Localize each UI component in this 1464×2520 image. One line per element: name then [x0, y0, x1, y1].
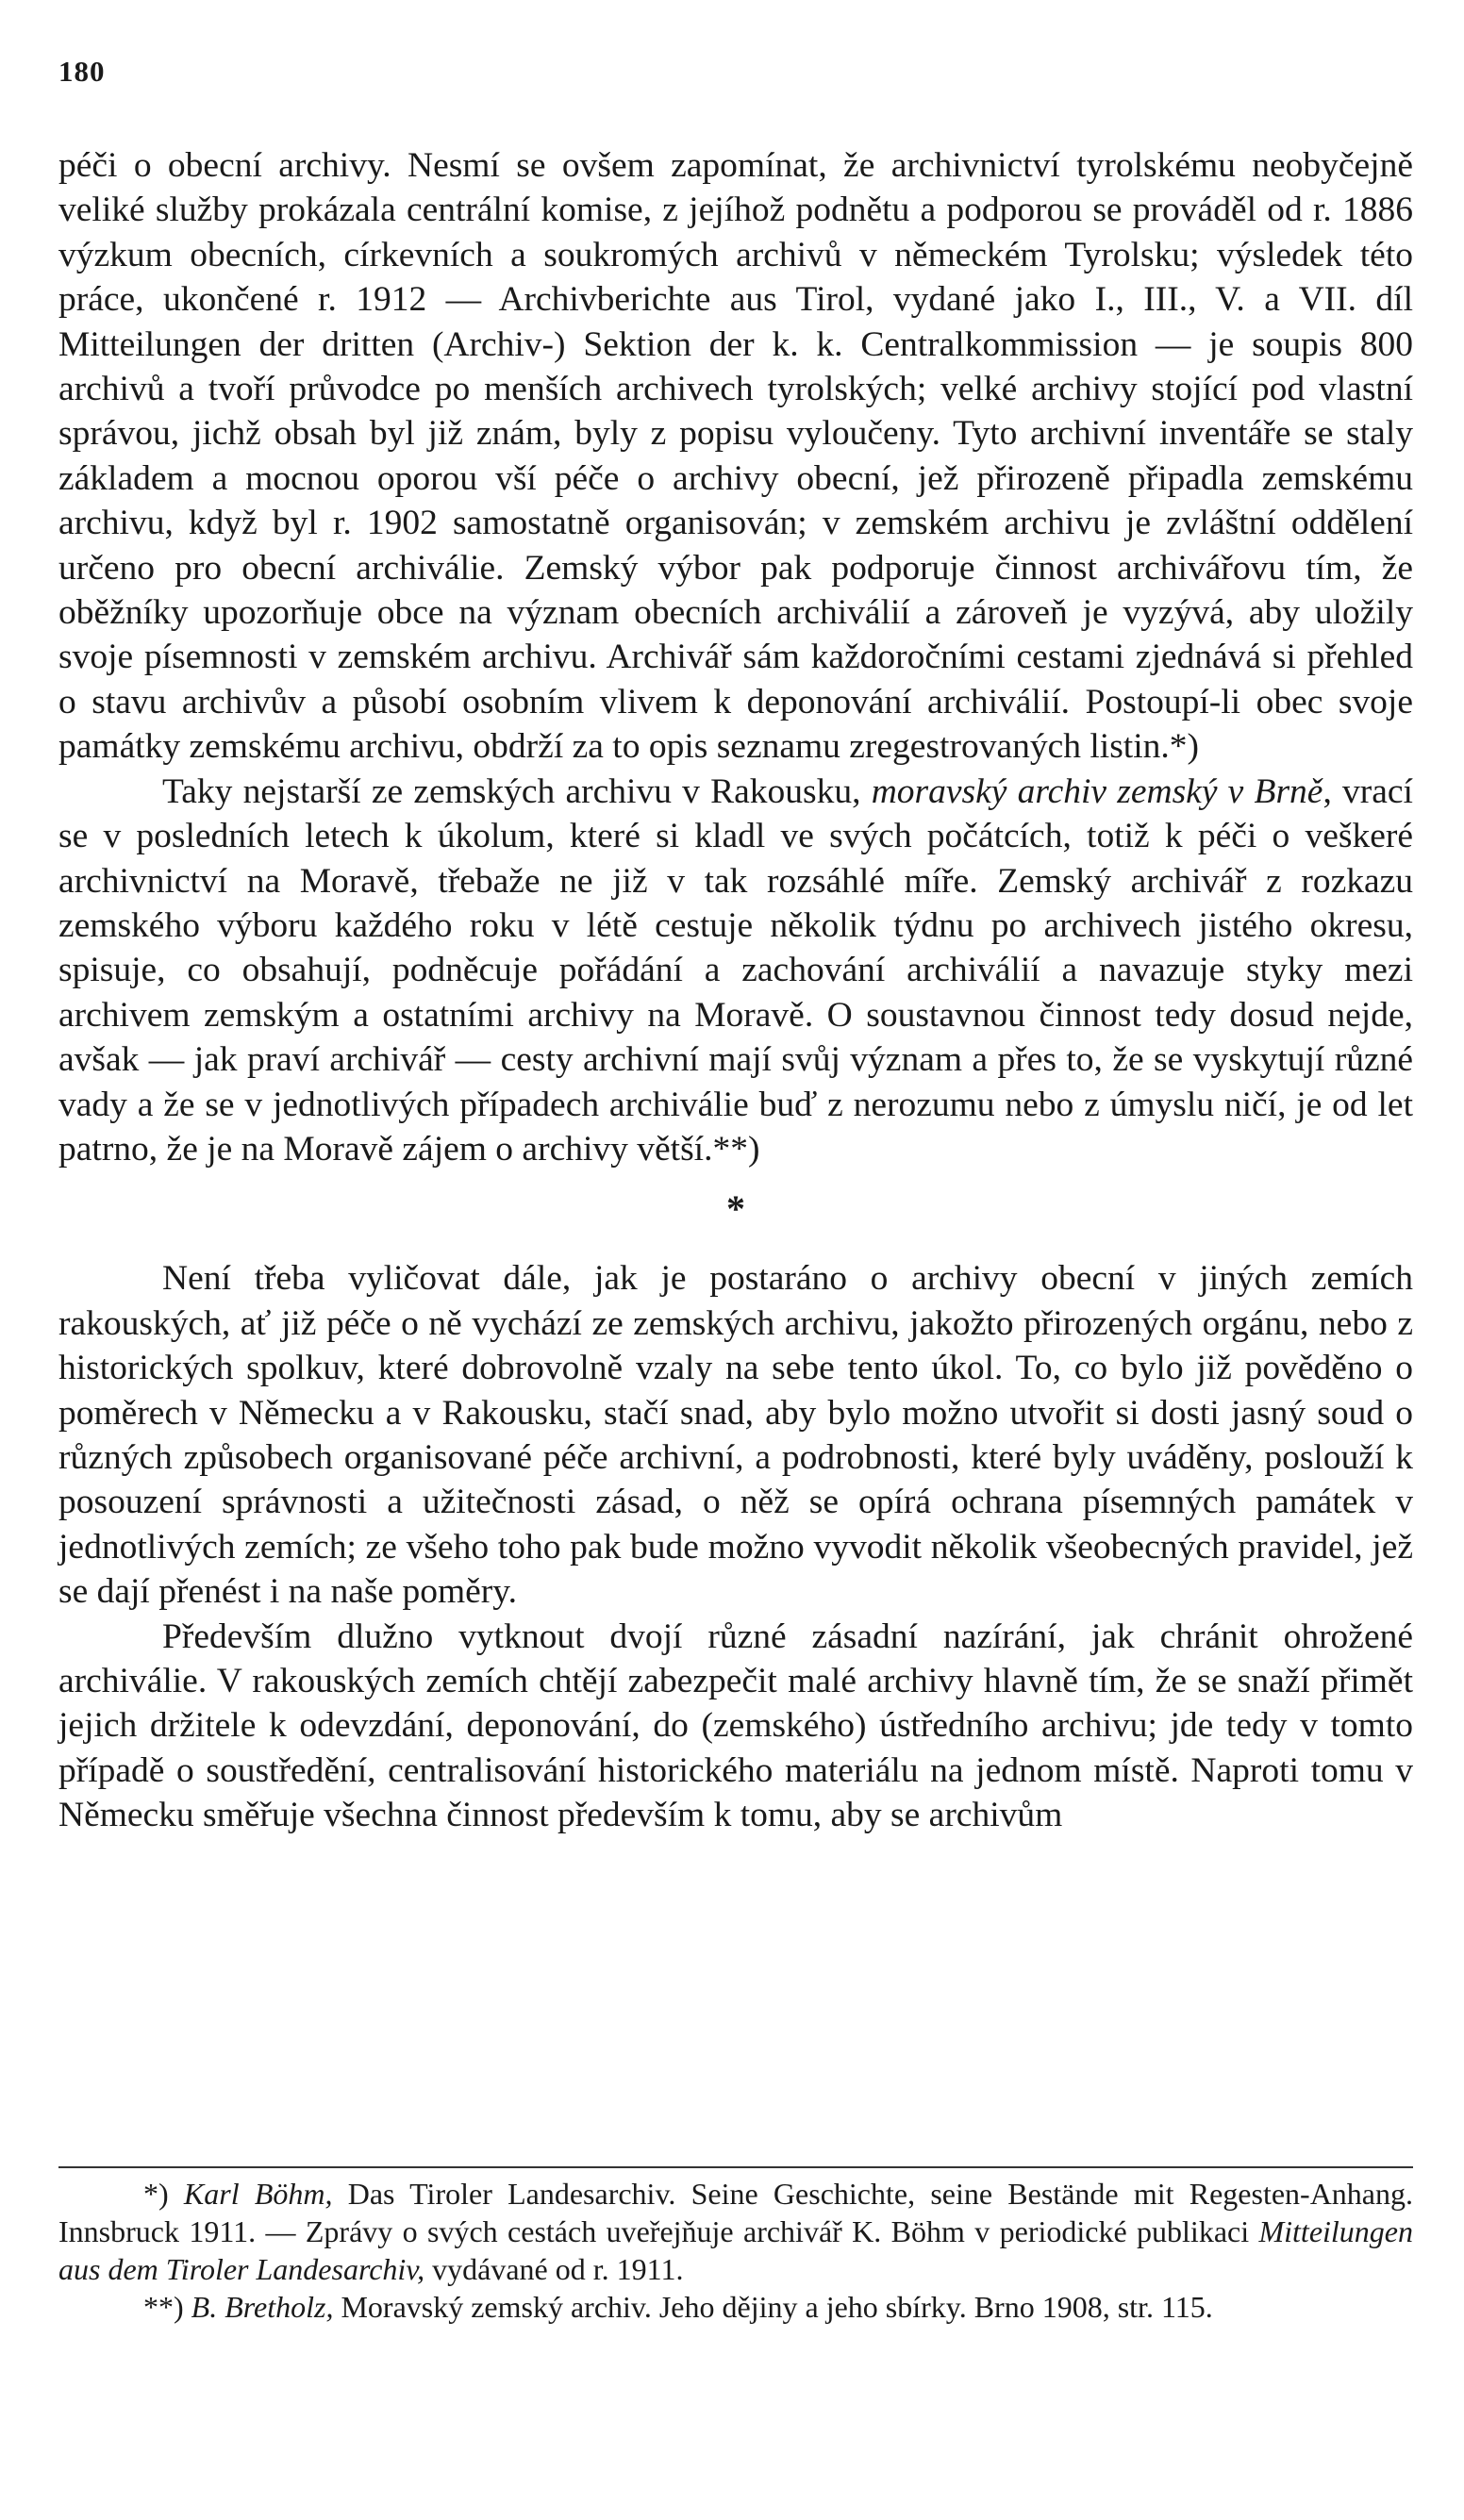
paragraph-3: Není třeba vyličovat dále, jak je postaráno o archivy obecní v jiných zemích rakouských, ať již péče o ně vychází ze zemských archivu, jakožto přirozených orgánu, nebo z historických spolkuv, které dobrovolně vzaly na sebe tento úkol. To, co bylo již pověděno o poměrech v Německu a v Rakousku, stačí snad, aby bylo možno utvořit si dosti jasný soud o různých způsobech organisované péče archivní, a podrobnosti, které byly uváděny, poslouží k posouzení správnosti a užitečnosti zásad, o něž se opírá ochrana písemných památek v jednotlivých zemích; ze všeho toho pak bude možno vyvodit několik všeobecných pravidel, jež se dají přenést i na naše poměry. [58, 1259, 1413, 1612]
footnote-1 [58, 2175, 1413, 2288]
paragraph-2-end: , vrací se v posledních letech k úkolum, které si kladl ve svých počátcích, totiž k péči o veškeré archivnictví na Moravě, třebaže ne již v tak rozsáhlé míře. Zemský archivář z rozkazu zemského výboru každého roku v létě cestuje několik týdnu po archivech jistého okresu, spisuje, co obsahují, podněcuje pořádání a zachování archiválií a navazuje styky mezi archivem zemským a ostatními archivy na Moravě. O soustavnou činnost tedy dosud nejde, avšak — jak praví archivář — cesty archivní mají svůj význam a přes to, že se vyskytují různé vady a že se v jednotlivých případech archiválie buď z nerozumu nebo z úmyslu ničí, je od let patrno, že je na Moravě zájem o archivy větší.**) [58, 771, 1413, 1169]
footnote-2 [58, 2288, 1413, 2326]
paragraph-2-italic: moravský archiv zemský v Brně [871, 771, 1323, 811]
footnote-2-mark: **) [143, 2290, 191, 2324]
paragraph-4: Především dlužno vytknout dvojí různé zásadní nazírání, jak chránit ohrožené archiválie. V rakouských zemích chtějí zabezpečit malé archivy hlavně tím, že se snaží přimět jejich držitele k odevzdání, deponování, do (zemského) ústředního archivu; jde tedy v tomto případě o soustředění, centralisování historického materiálu na jednom místě. Naproti tomu v Německu směřuje všechna činnost především k tomu, aby se archivům [58, 1616, 1413, 1835]
footnote-1-mark: *) [143, 2177, 184, 2211]
body-text [58, 143, 1413, 1838]
footnote-2-author: B. Bretholz, [191, 2290, 334, 2324]
paragraph-1: péči o obecní archivy. Nesmí se ovšem zapomínat, že archivnictví tyrolskému neobyčejně veliké služby prokázala centrální komise, z jejíhož podnětu a podporou se prováděl od r. 1886 výzkum obecních, církevních a soukromých archivů v německém Tyrolsku; výsledek této práce, ukončené r. 1912 — Archivberichte aus Tirol, vydané jako I., III., V. a VII. díl Mitteilungen der dritten (Archiv-) Sektion der k. k. Centralkommission — je soupis 800 archivů a tvoří průvodce po menších archivech tyrolských; velké archivy stojící pod vlastní správou, jichž obsah byl již znám, byly z popisu vyloučeny. Tyto archivní inventáře se staly základem a mocnou oporou vší péče o archivy obecní, jež přirozeně připadla zemskému archivu, když byl r. 1902 samostatně organisován; v zemském archivu je zvláštní oddělení určeno pro obecní archiválie. Zemský výbor pak podporuje činnost archivářovu tím, že oběžníky upozorňuje obce na význam obecních archiválií a zároveň je vyzývá, aby uložily svoje písemnosti v zemském archivu. Archivář sám každoročními cestami zjednává si přehled o stavu archivův a působí osobním vlivem k deponování archiválií. Postoupí-li obec svoje památky zemskému archivu, obdrží za to opis seznamu zregestrovaných listin.*) [58, 146, 1413, 767]
section-separator: * [726, 1187, 745, 1231]
footnote-2-text: Moravský zemský archiv. Jeho dějiny a jeho sbírky. Brno 1908, str. 115. [333, 2290, 1213, 2324]
footnote-1-author: Karl Böhm, [183, 2177, 333, 2211]
footnote-rule [58, 2166, 1413, 2168]
paragraph-2-start: Taky nejstarší ze zemských archivu v Rakousku, [162, 771, 872, 811]
footnote-1-title: Mitteilungen aus dem Tiroler Landesarchiv, [58, 2214, 1413, 2286]
paragraph-2 [58, 770, 1413, 1172]
footnotes [58, 2175, 1413, 2326]
page-number: 180 [58, 55, 106, 88]
footnote-1-text-b: vydávané od r. 1911. [424, 2252, 684, 2286]
footnote-1-text-a: Das Tiroler Landesarchiv. Seine Geschichte, seine Bestände mit Regesten-Anhang. Innsbruck 1911. — Zprávy o svých cestách uveřejňuje archivář K. Böhm v periodické publikaci [58, 2177, 1413, 2248]
